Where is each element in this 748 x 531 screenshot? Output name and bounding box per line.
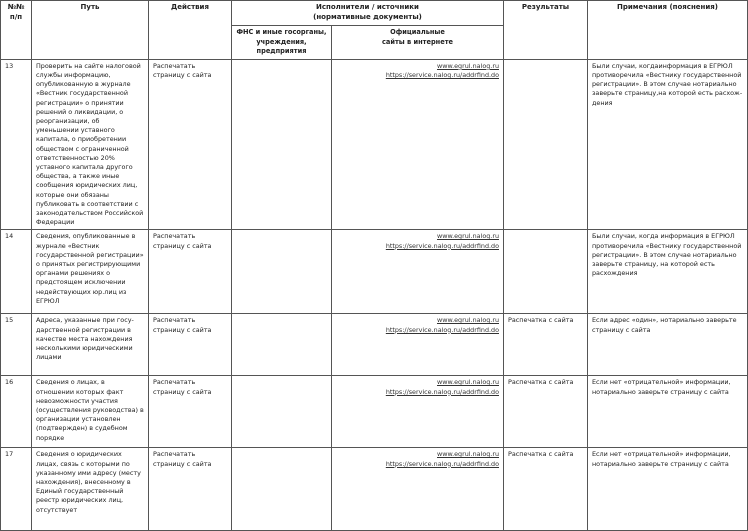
header-notes: Примечания (пояснения)	[588, 1, 748, 60]
table-row	[1, 59, 748, 230]
row-path: Сведения, опубликованные в журнале «Вестник государственной регистрации» о принятых регистрирующими органами решениях о предстоящем исключении недействующих юр.лиц из ЕГРЮЛ	[32, 230, 149, 314]
row-fns	[232, 448, 332, 531]
row-result: Распечатка с сайта	[504, 376, 588, 448]
addrfind-link[interactable]: https://service.nalog.ru/addrfind.do	[385, 325, 499, 334]
header-results: Результаты	[504, 1, 588, 60]
row-fns	[232, 376, 332, 448]
header-num: №№ п/п	[1, 1, 32, 60]
table-row	[1, 230, 748, 314]
row-num: 15	[1, 314, 32, 376]
row-sites	[332, 314, 504, 376]
header-sites: Официальные сайты в интернете	[332, 26, 504, 60]
addrfind-link[interactable]: https://service.nalog.ru/addrfind.do	[385, 387, 499, 396]
row-action: Распечатать страницу с сайта	[149, 448, 232, 531]
addrfind-link[interactable]: https://service.nalog.ru/addrfind.do	[385, 241, 499, 250]
addrfind-link[interactable]: https://service.nalog.ru/addrfind.do	[385, 70, 499, 79]
row-action: Распечатать страницу с сайта	[149, 230, 232, 314]
row-num: 16	[1, 376, 32, 448]
row-result	[504, 230, 588, 314]
header-fns: ФНС и иные госорганы, учреждения, предприятия	[232, 26, 332, 60]
row-path: Сведения о лицах, в отношении которых факт невозможности участия (осуществления руководства) в организации установлен (подтвержден) в судебном порядке	[32, 376, 149, 448]
row-fns	[232, 59, 332, 230]
header-executors: Исполнители / источники (нормативные документы)	[232, 1, 504, 26]
addrfind-link[interactable]: https://service.nalog.ru/addrfind.do	[385, 459, 499, 468]
row-note: Были случаи, когда информация в ЕГРЮЛ противоречила «Вестнику государственной регистрации». В этом случае нотариально заверьте страницу, на которой есть расхождения	[588, 230, 748, 314]
row-sites	[332, 376, 504, 448]
table-row	[1, 314, 748, 376]
egrul-link[interactable]: www.egrul.nalog.ru	[436, 61, 499, 70]
egrul-link[interactable]: www.egrul.nalog.ru	[436, 316, 499, 325]
row-note: Если нет «отрицательной» информации, нотариально заверьте страницу с сайта	[588, 448, 748, 531]
egrul-link[interactable]: www.egrul.nalog.ru	[436, 450, 499, 459]
egrul-link[interactable]: www.egrul.nalog.ru	[436, 232, 499, 241]
header-actions: Действия	[149, 1, 232, 60]
row-fns	[232, 314, 332, 376]
row-result: Распечатка с сайта	[504, 314, 588, 376]
row-action: Распечатать страницу с сайта	[149, 314, 232, 376]
row-path: Сведения о юридических лицах, связь с которыми по указанному ими адресу (месту нахождения), внесенному в Единый государственный реестр юридических лиц, отсутствует	[32, 448, 149, 531]
row-note: Если адрес «один», нотариально заверьте страницу с сайта	[588, 314, 748, 376]
row-num: 17	[1, 448, 32, 531]
row-result: Распечатка с сайта	[504, 448, 588, 531]
row-note: Если нет «отрицательной» информации, нотариально заверьте страницу с сайта	[588, 376, 748, 448]
row-num: 13	[1, 59, 32, 230]
row-fns	[232, 230, 332, 314]
egrul-link[interactable]: www.egrul.nalog.ru	[436, 378, 499, 387]
header-path: Путь	[32, 1, 149, 60]
row-sites	[332, 59, 504, 230]
row-sites	[332, 230, 504, 314]
table-row	[1, 376, 748, 448]
table-row	[1, 448, 748, 531]
row-num: 14	[1, 230, 32, 314]
row-result	[504, 59, 588, 230]
row-sites	[332, 448, 504, 531]
row-note: Были случаи, когдаинформация в ЕГРЮЛ противоречила «Вестнику государственной регистрации». В этом случае нотариально заверьте страницу,на которой есть расхождения	[588, 59, 748, 230]
row-action: Распечатать страницу с сайта	[149, 59, 232, 230]
row-action: Распечатать страницу с сайта	[149, 376, 232, 448]
row-path: Проверить на сайте налоговой службы информацию, опубликованную в журнале «Вестник государственной регистрации» о принятии решений о ликвидации, о реорганизации, об уменьшении уставного капитала, о приобретении обществом с ограниченной ответственностью 20% уставного капитала другого общества, а также иные сообщения юридических лиц, которые они обязаны публиковать в соответствии с законодательством Российской Федерации	[32, 59, 149, 230]
row-path: Адреса, указанные при государственной регистрации в качестве места нахождения несколькими юридическими лицами	[32, 314, 149, 376]
